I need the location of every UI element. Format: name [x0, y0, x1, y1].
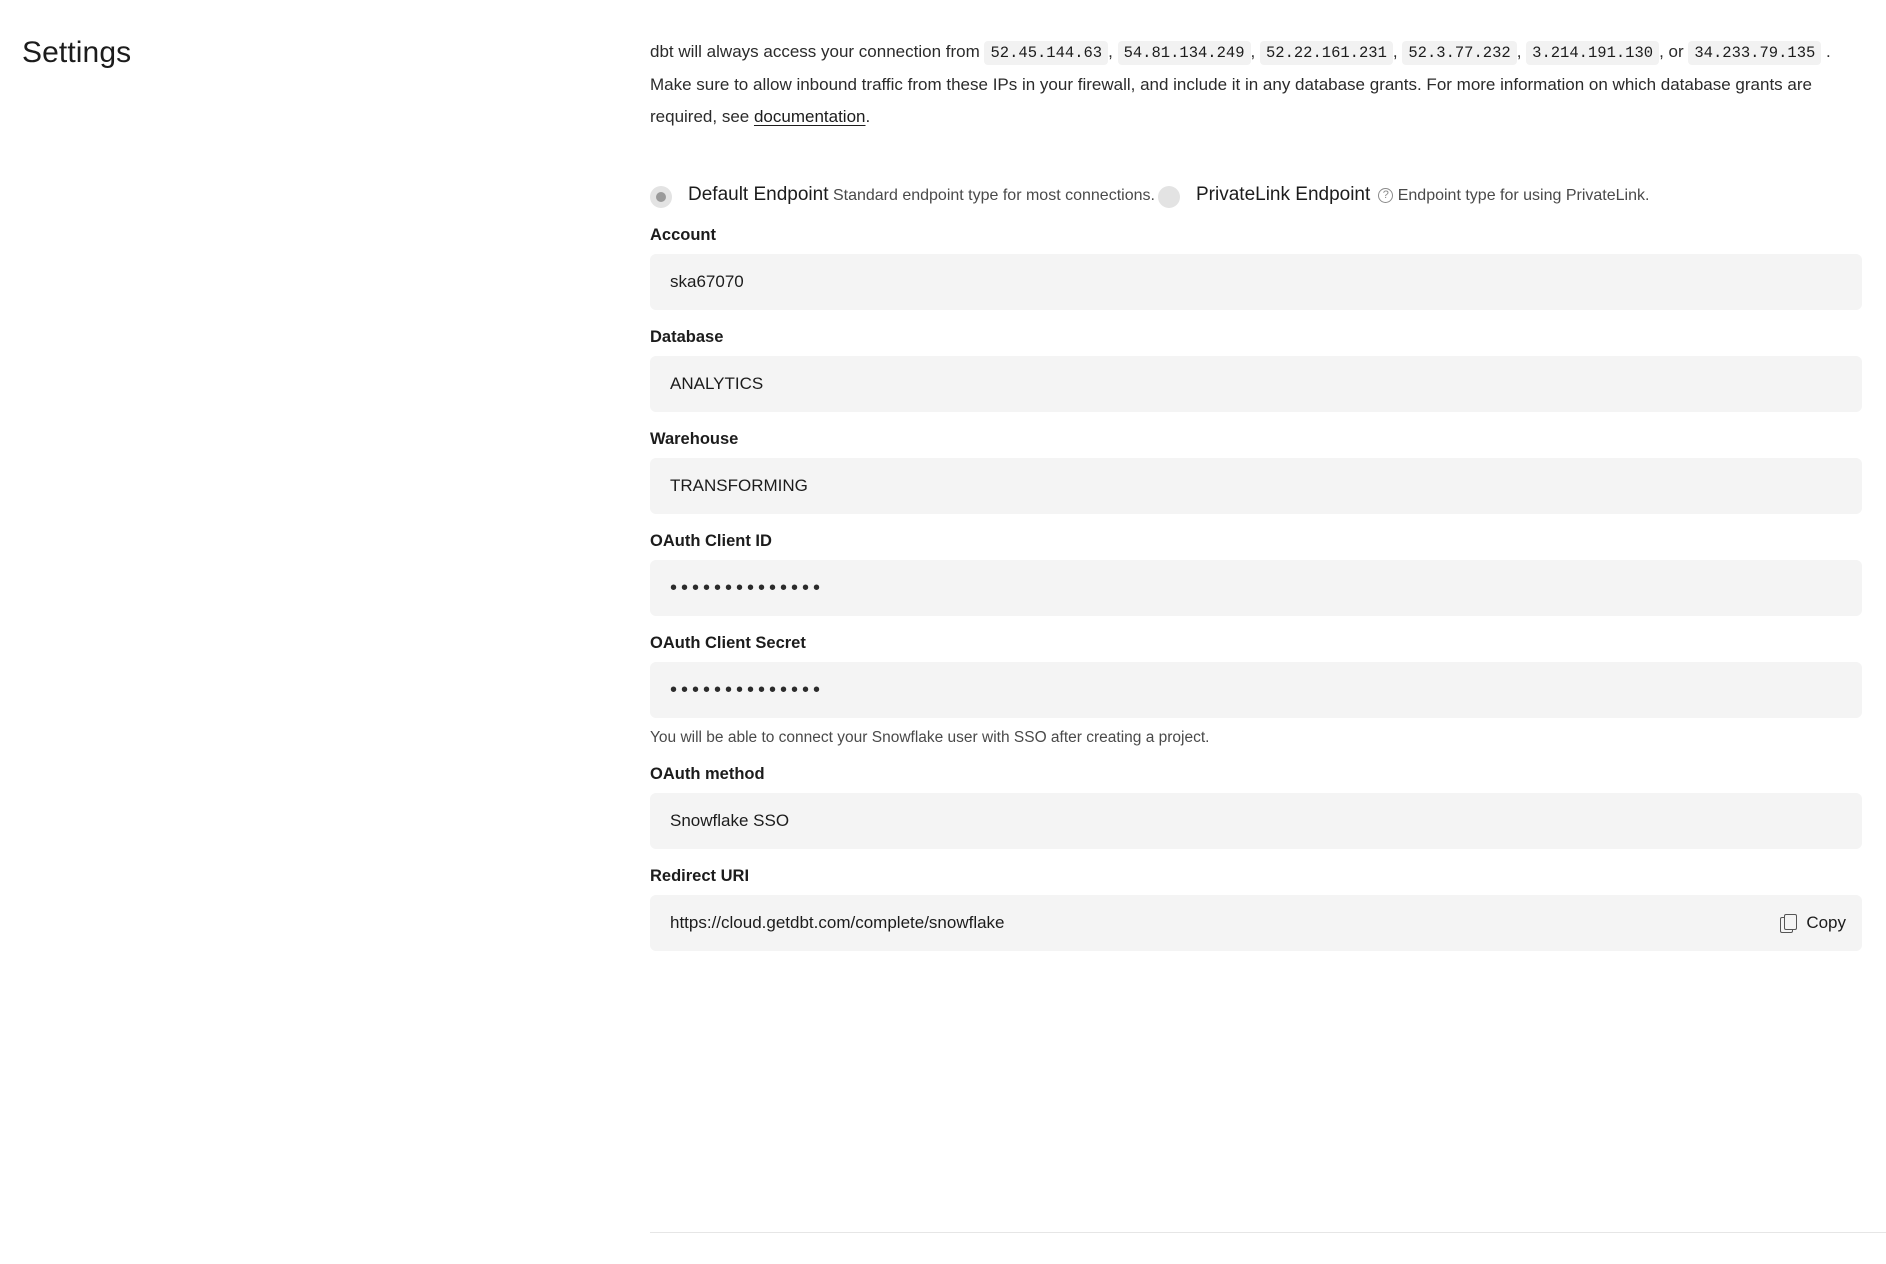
field-oauth-method [650, 765, 1886, 849]
intro-sep-2: , [1250, 42, 1256, 61]
redirect-uri-input[interactable] [650, 895, 1862, 951]
panel-divider [650, 1232, 1886, 1233]
endpoint-type-group [650, 183, 1886, 208]
oauth-client-secret-label: OAuth Client Secret [650, 634, 806, 652]
endpoint-default-label: Default Endpoint [688, 184, 829, 205]
account-input[interactable]: ska67070 [650, 254, 1862, 310]
ip-address-2: 54.81.134.249 [1118, 41, 1251, 65]
warehouse-label: Warehouse [650, 430, 739, 448]
copy-button[interactable] [1780, 913, 1846, 933]
oauth-method-label: OAuth method [650, 765, 765, 783]
ip-address-5: 3.214.191.130 [1526, 41, 1659, 65]
field-account [650, 226, 1886, 310]
copy-icon [1780, 914, 1797, 933]
oauth-client-secret-input[interactable]: •••••••••••••• [650, 662, 1862, 718]
field-warehouse [650, 430, 1886, 514]
ip-address-4: 52.3.77.232 [1402, 41, 1516, 65]
intro-period: . [865, 107, 871, 126]
endpoint-option-default[interactable] [650, 183, 1158, 208]
ip-address-1: 52.45.144.63 [984, 41, 1108, 65]
ip-address-3: 52.22.161.231 [1260, 41, 1393, 65]
oauth-client-id-input[interactable]: •••••••••••••• [650, 560, 1862, 616]
redirect-uri-value: https://cloud.getdbt.com/complete/snowflake [670, 913, 1005, 932]
redirect-uri-label: Redirect URI [650, 867, 750, 885]
oauth-client-id-label: OAuth Client ID [650, 532, 772, 550]
endpoint-privatelink-description: Endpoint type for using PrivateLink. [1397, 187, 1650, 204]
radio-privatelink-endpoint[interactable] [1158, 186, 1180, 208]
connection-settings-panel [650, 0, 1886, 951]
oauth-method-input[interactable]: Snowflake SSO [650, 793, 1862, 849]
settings-sidebar [0, 0, 650, 70]
database-label: Database [650, 328, 724, 346]
endpoint-default-description: Standard endpoint type for most connections. [832, 187, 1155, 204]
endpoint-option-privatelink[interactable] [1158, 183, 1666, 208]
field-database [650, 328, 1886, 412]
documentation-link[interactable]: documentation [753, 107, 866, 126]
intro-sep-4: , [1516, 42, 1522, 61]
page-title: Settings [22, 36, 132, 69]
help-circle-icon[interactable]: ? [1378, 188, 1393, 203]
intro-tail: . Make sure to allow inbound traffic from these IPs in your firewall, and include it in any database grants. For more information on which database grants are required, see [650, 42, 1831, 126]
copy-button-label: Copy [1806, 913, 1846, 932]
endpoint-privatelink-label: PrivateLink Endpoint [1196, 184, 1371, 205]
intro-or: , or [1659, 42, 1684, 61]
intro-sep-3: , [1392, 42, 1398, 61]
database-input[interactable]: ANALYTICS [650, 356, 1862, 412]
intro-sep-1: , [1108, 42, 1113, 61]
field-redirect-uri [650, 867, 1886, 951]
ip-allowlist-description [650, 36, 1862, 133]
account-label: Account [650, 226, 716, 244]
ip-address-6: 34.233.79.135 [1688, 41, 1821, 65]
field-oauth-client-id [650, 532, 1886, 616]
oauth-client-secret-note: You will be able to connect your Snowflake user with SSO after creating a project. [650, 729, 1210, 746]
radio-default-endpoint[interactable] [650, 186, 672, 208]
intro-lead: dbt will always access your connection from [650, 42, 980, 61]
field-oauth-client-secret [650, 634, 1886, 747]
warehouse-input[interactable]: TRANSFORMING [650, 458, 1862, 514]
